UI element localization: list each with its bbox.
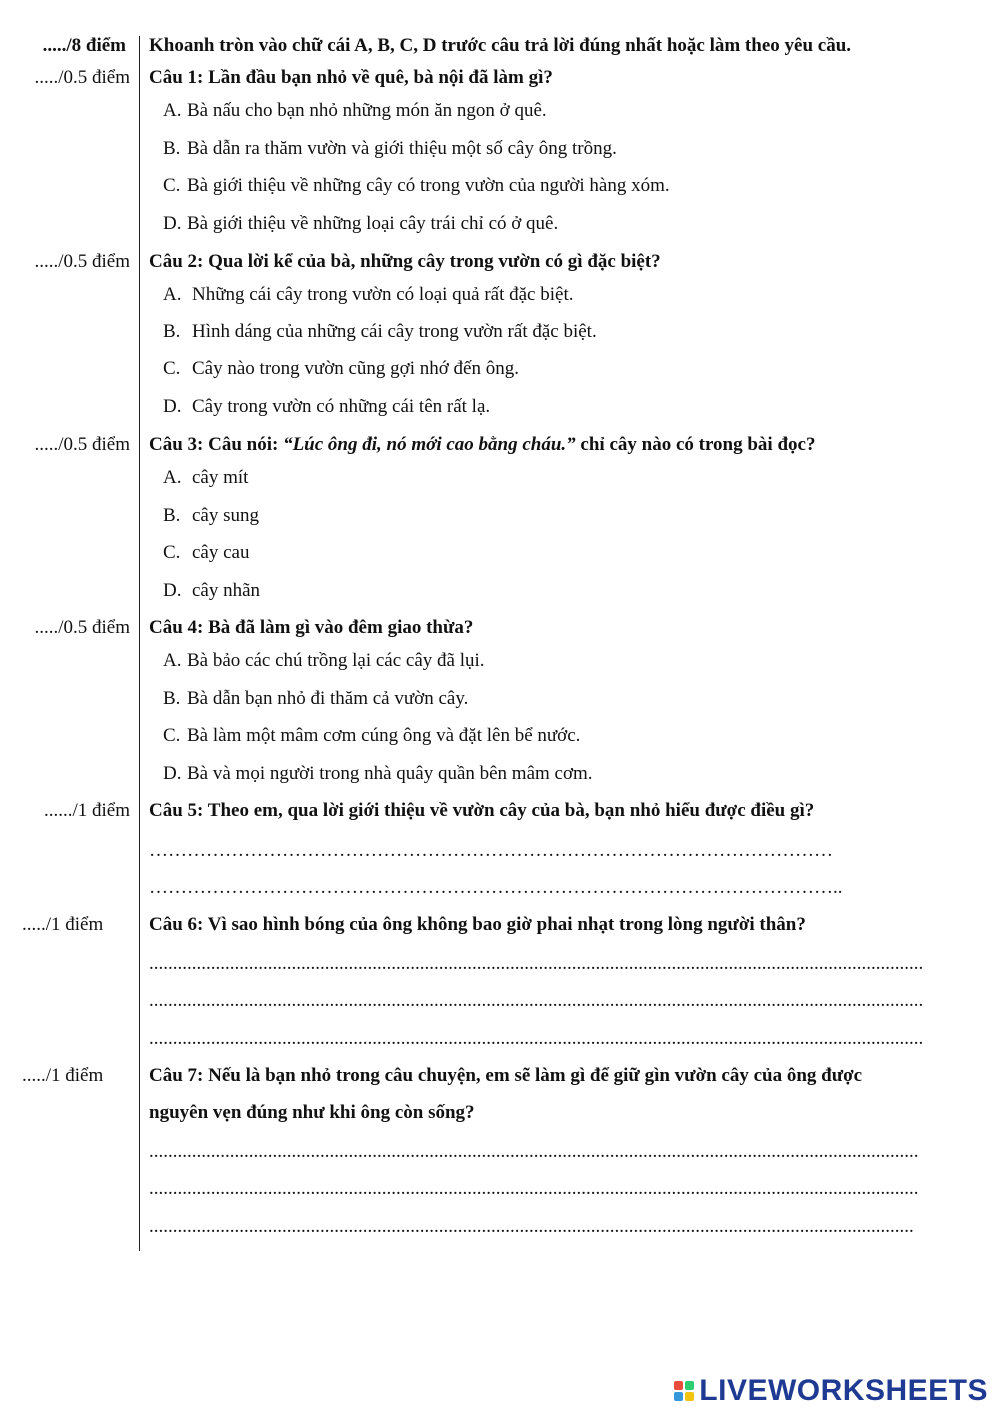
score-q5[interactable]: ....../1 điểm — [43, 800, 130, 821]
option-3a[interactable] — [163, 466, 963, 490]
option-4d[interactable] — [163, 762, 963, 786]
score-q3[interactable]: ...../0.5 điểm — [34, 434, 130, 455]
answer-line[interactable]: ................................................................................................................................................................... — [149, 953, 924, 974]
option-text: Cây trong vườn có những cái tên rất lạ. — [192, 396, 491, 417]
option-text: cây mít — [192, 467, 249, 488]
option-4c[interactable] — [163, 724, 963, 748]
option-letter: B. — [163, 138, 181, 159]
option-letter: A. — [163, 467, 182, 488]
option-3c[interactable] — [163, 541, 963, 565]
answer-line[interactable]: ................................................................................................................................................................... — [149, 1028, 924, 1049]
option-1c[interactable] — [163, 174, 963, 198]
question-3-suffix: chỉ cây nào có trong bài đọc? — [575, 434, 816, 455]
option-letter: B. — [163, 321, 181, 342]
option-text: Bà giới thiệu về những cây có trong vườn của người hàng xóm. — [187, 175, 670, 196]
option-text: cây sung — [192, 505, 260, 526]
logo-text: LIVEWORKSHEETS — [699, 1374, 988, 1407]
option-letter: A. — [163, 650, 182, 671]
option-letter: A. — [163, 284, 182, 305]
answer-line[interactable]: .................................................................................................................................................................. — [149, 1178, 919, 1199]
option-letter: C. — [163, 542, 181, 563]
option-3d[interactable] — [163, 579, 963, 603]
option-4b[interactable] — [163, 687, 963, 711]
option-text: Bà bảo các chú trồng lại các cây đã lụi. — [187, 650, 485, 671]
option-4a[interactable] — [163, 649, 963, 673]
option-text: Cây nào trong vườn cũng gợi nhớ đến ông. — [192, 358, 519, 379]
option-1a[interactable] — [163, 99, 963, 123]
answer-line[interactable]: ……………………………………………………………………………………………….. — [149, 877, 843, 898]
score-q4[interactable]: ...../0.5 điểm — [34, 617, 130, 638]
option-letter: D. — [163, 213, 182, 234]
option-letter: D. — [163, 396, 182, 417]
question-3-quote: “Lúc ông đi, nó mới cao bằng cháu.” — [283, 434, 576, 455]
logo-blocks-icon — [674, 1381, 694, 1401]
answer-line[interactable]: ……………………………………………………………………………………………… — [149, 840, 833, 861]
liveworksheets-logo[interactable] — [674, 1374, 988, 1408]
question-3-prefix: Câu 3: Câu nói: — [149, 434, 284, 455]
score-q7[interactable]: ...../1 điểm — [22, 1065, 104, 1086]
option-2b[interactable] — [163, 320, 963, 344]
option-text: Bà và mọi người trong nhà quây quần bên mâm cơm. — [187, 763, 593, 784]
option-text: Bà dẫn ra thăm vườn và giới thiệu một số cây ông trồng. — [187, 138, 617, 159]
question-1: Câu 1: Lần đầu bạn nhỏ về quê, bà nội đã làm gì? — [149, 67, 553, 88]
option-text: Bà làm một mâm cơm cúng ông và đặt lên bể nước. — [187, 725, 581, 746]
question-4: Câu 4: Bà đã làm gì vào đêm giao thừa? — [149, 617, 474, 638]
option-text: Bà giới thiệu về những loại cây trái chỉ có ở quê. — [187, 213, 559, 234]
option-text: Bà dẫn bạn nhỏ đi thăm cả vườn cây. — [187, 688, 469, 709]
score-q2[interactable]: ...../0.5 điểm — [34, 251, 130, 272]
option-text: Bà nấu cho bạn nhỏ những món ăn ngon ở quê. — [187, 100, 547, 121]
option-letter: A. — [163, 100, 182, 121]
option-2d[interactable] — [163, 395, 963, 419]
answer-line[interactable]: ................................................................................................................................................................... — [149, 990, 924, 1011]
option-letter: B. — [163, 505, 181, 526]
score-q6[interactable]: ...../1 điểm — [22, 914, 104, 935]
question-7-line1: Câu 7: Nếu là bạn nhỏ trong câu chuyện, em sẽ làm gì để giữ gìn vườn cây của ông được — [149, 1065, 863, 1086]
option-letter: C. — [163, 358, 181, 379]
total-score[interactable]: ...../8 điểm — [42, 35, 126, 56]
question-2: Câu 2: Qua lời kể của bà, những cây trong vườn có gì đặc biệt? — [149, 251, 661, 272]
option-2c[interactable] — [163, 357, 963, 381]
option-letter: D. — [163, 580, 182, 601]
option-text: cây cau — [192, 542, 250, 563]
option-1b[interactable] — [163, 137, 963, 161]
option-1d[interactable] — [163, 212, 963, 236]
option-text: cây nhãn — [192, 580, 261, 601]
question-6: Câu 6: Vì sao hình bóng của ông không bao giờ phai nhạt trong lòng người thân? — [149, 914, 806, 935]
option-2a[interactable] — [163, 283, 963, 307]
answer-line[interactable]: ................................................................................................................................................................. — [149, 1216, 914, 1237]
option-text: Hình dáng của những cái cây trong vườn rất đặc biệt. — [192, 321, 597, 342]
score-q1[interactable]: ...../0.5 điểm — [34, 67, 130, 88]
answer-line[interactable]: .................................................................................................................................................................. — [149, 1141, 919, 1162]
instruction: Khoanh tròn vào chữ cái A, B, C, D trước câu trả lời đúng nhất hoặc làm theo yêu cầu. — [149, 35, 852, 56]
question-5: Câu 5: Theo em, qua lời giới thiệu về vườn cây của bà, bạn nhỏ hiểu được điều gì? — [149, 800, 815, 821]
option-letter: D. — [163, 763, 182, 784]
option-letter: B. — [163, 688, 181, 709]
option-3b[interactable] — [163, 504, 963, 528]
option-letter: C. — [163, 175, 181, 196]
question-7-line2: nguyên vẹn đúng như khi ông còn sống? — [149, 1102, 475, 1123]
question-3 — [149, 433, 979, 457]
option-text: Những cái cây trong vườn có loại quả rất đặc biệt. — [192, 284, 574, 305]
option-letter: C. — [163, 725, 181, 746]
